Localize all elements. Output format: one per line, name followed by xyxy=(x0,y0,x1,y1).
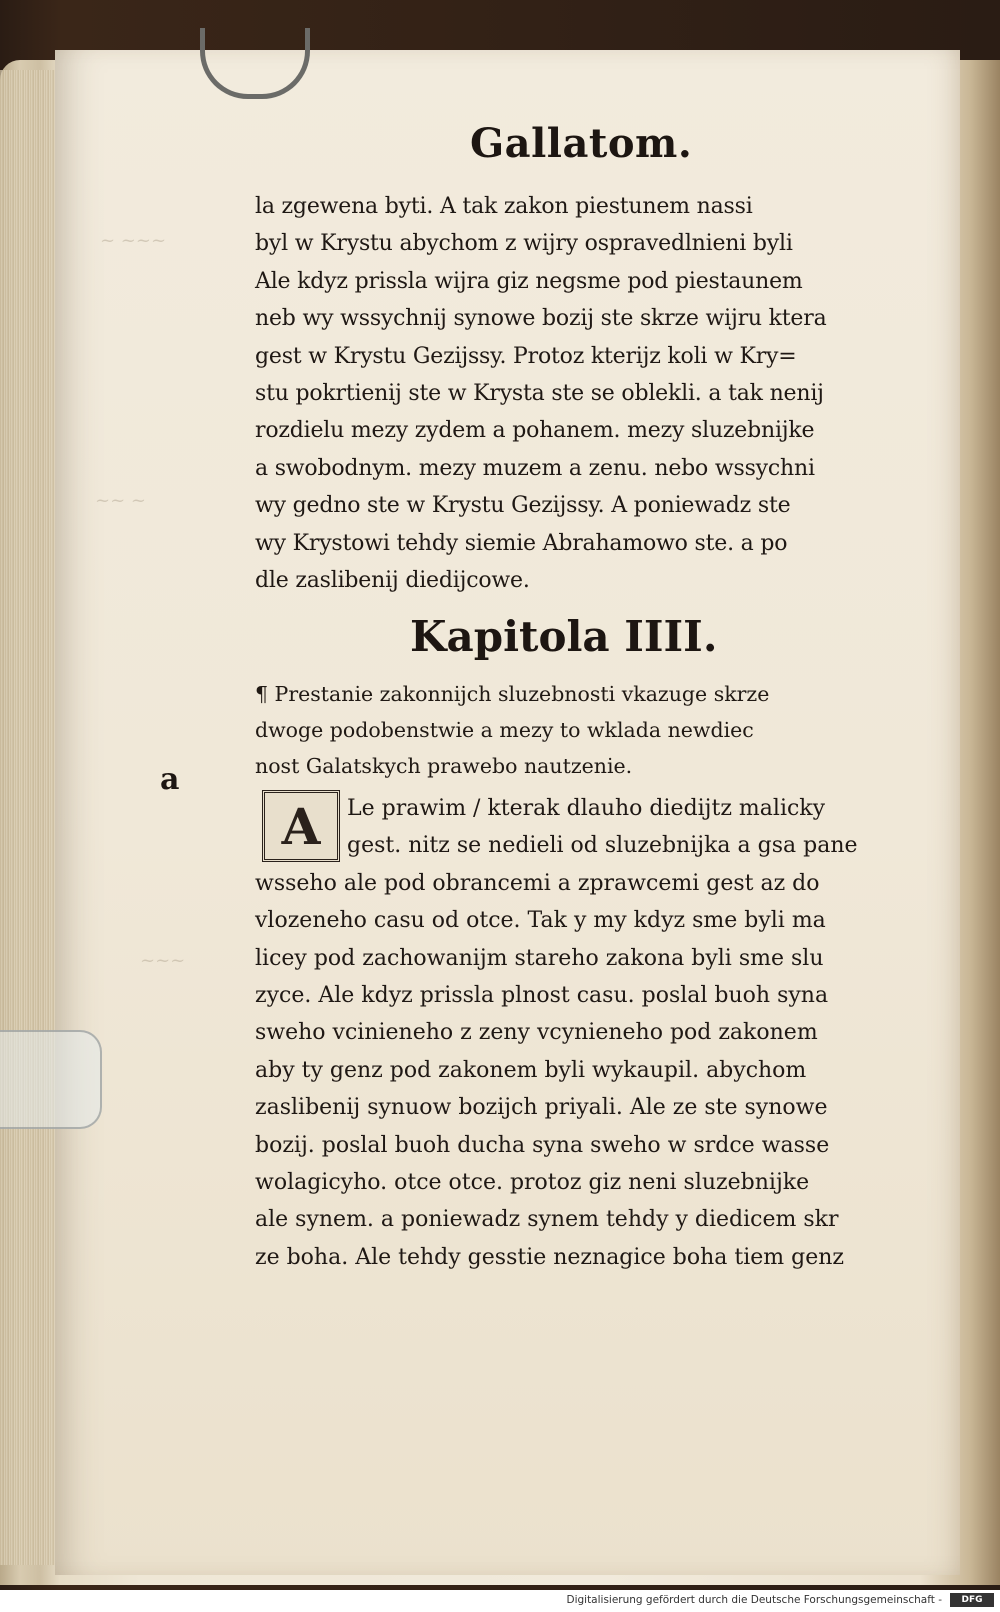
footer-credit: Digitalisierung gefördert durch die Deutsche Forschungsgemeinschaft - xyxy=(566,1594,942,1606)
text-line: la zgewena byti. A tak zakon piestunem nassi xyxy=(255,194,753,219)
text-line: Ale kdyz prissla wijra giz negsme pod piestaunem xyxy=(255,268,803,294)
chapter-summary xyxy=(255,676,895,784)
body-line: zyce. Ale kdyz prissla plnost casu. poslal buoh syna xyxy=(255,982,829,1008)
text-line: stu pokrtienij ste w Krysta ste se oblekli. a tak nenij xyxy=(255,380,824,406)
body-line: aby ty genz pod zakonem byli wykaupil. abychom xyxy=(255,1057,807,1083)
body-line: ze boha. Ale tehdy gesstie neznagice boha tiem genz xyxy=(255,1244,844,1270)
text-line: dle zaslibenij diedijcowe. xyxy=(255,567,530,593)
text-line: rozdielu mezy zydem a pohanem. mezy sluzebnijke xyxy=(255,418,815,444)
text-block-top xyxy=(255,188,895,599)
initial-letter: A xyxy=(281,796,321,856)
text-line: neb wy wssychnij synowe bozij ste skrze wijru ktera xyxy=(255,306,827,332)
body-line: wsseho ale pod obrancemi a zprawcemi gest az do xyxy=(255,870,820,896)
chapter-heading: Kapitola IIII. xyxy=(410,612,718,661)
bleed-through-mark: ~~~ xyxy=(140,950,186,971)
summary-line: nost Galatskych prawebo nautzenie. xyxy=(255,754,633,778)
body-line: vlozeneho casu od otce. Tak y my kdyz sme byli ma xyxy=(255,908,826,934)
body-line: gest. nitz se nedieli od sluzebnijka a gsa pane xyxy=(347,833,858,859)
body-line: wolagicyho. otce otce. protoz giz neni sluzebnijke xyxy=(255,1169,810,1195)
dfg-logo: DFG xyxy=(950,1593,994,1607)
bleed-through-mark: ~ ~~~ xyxy=(100,230,167,251)
text-line: gest w Krystu Gezijssy. Protoz kterijz koli w Kry= xyxy=(255,343,797,369)
page-edges xyxy=(0,70,60,1565)
text-line: wy Krystowi tehdy siemie Abrahamowo ste. a po xyxy=(255,530,788,556)
body-line: bozij. poslal buoh ducha syna sweho w srdce wasse xyxy=(255,1132,830,1158)
running-head: Gallatom. xyxy=(470,120,693,167)
body-line: ale synem. a poniewadz synem tehdy y diedicem skr xyxy=(255,1207,839,1233)
text-line: a swobodnym. mezy muzem a zenu. nebo wssychni xyxy=(255,455,815,481)
margin-note: a xyxy=(160,762,180,797)
body-line: licey pod zachowanijm stareho zakona byli sme slu xyxy=(255,945,824,971)
summary-line: dwoge podobenstwie a mezy to wklada newdiec xyxy=(255,718,754,742)
page-clip xyxy=(0,1030,102,1129)
text-block-body xyxy=(255,790,900,1276)
summary-line: ¶ Prestanie zakonnijch sluzebnosti vkazuge skrze xyxy=(255,682,770,706)
text-line: byl w Krystu abychom z wijry ospravedlnieni byli xyxy=(255,231,793,257)
body-line: sweho vcinieneho z zeny vcynieneho pod zakonem xyxy=(255,1020,818,1046)
text-line: wy gedno ste w Krystu Gezijssy. A poniewadz ste xyxy=(255,493,791,519)
body-line: zaslibenij synuow bozijch priyali. Ale ze ste synowe xyxy=(255,1095,828,1121)
body-line: Le prawim / kterak dlauho diedijtz malicky xyxy=(347,796,826,821)
bleed-through-mark: ~~ ~ xyxy=(95,490,146,511)
